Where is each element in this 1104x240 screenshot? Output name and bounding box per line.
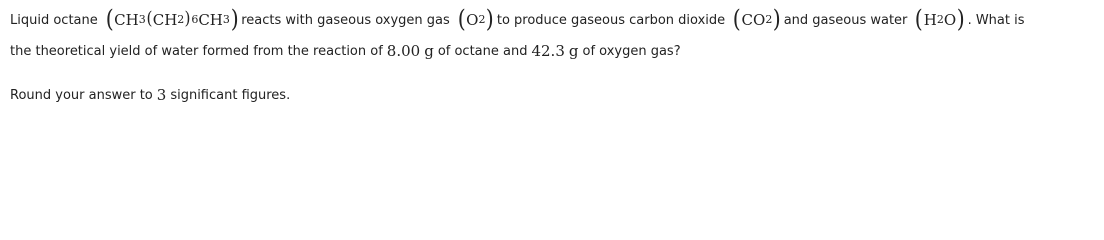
carbon-dioxide-formula: ( CO 2 ) bbox=[732, 5, 781, 33]
question-text: and gaseous water bbox=[783, 12, 908, 28]
question-text: Liquid octane bbox=[10, 12, 98, 28]
question-text: the theoretical yield of water formed from the reaction of bbox=[10, 43, 383, 59]
significant-figures-value: 3 bbox=[156, 85, 167, 104]
question-text: of oxygen gas? bbox=[582, 43, 681, 59]
mass-unit: g bbox=[568, 41, 579, 60]
question-text: of octane and bbox=[437, 43, 528, 59]
question-text: . What is bbox=[967, 12, 1025, 28]
instruction-text: Round your answer to bbox=[10, 87, 153, 103]
question-line-1 bbox=[10, 5, 1025, 35]
question-text: reacts with gaseous oxygen gas bbox=[241, 12, 450, 28]
water-formula: ( H 2 O ) bbox=[915, 5, 965, 33]
octane-formula: ( CH 3 ( CH 2 ) 6 CH 3 ) bbox=[105, 5, 239, 33]
rounding-instruction bbox=[10, 85, 290, 105]
oxygen-mass-value: 42.3 bbox=[531, 41, 565, 60]
mass-unit: g bbox=[424, 41, 434, 60]
oxygen-formula: ( O 2 ) bbox=[457, 5, 495, 33]
question-text: to produce gaseous carbon dioxide bbox=[496, 12, 726, 28]
octane-mass-value: 8.00 bbox=[386, 41, 421, 60]
question-line-2 bbox=[10, 41, 681, 61]
instruction-text: significant figures. bbox=[170, 87, 291, 103]
